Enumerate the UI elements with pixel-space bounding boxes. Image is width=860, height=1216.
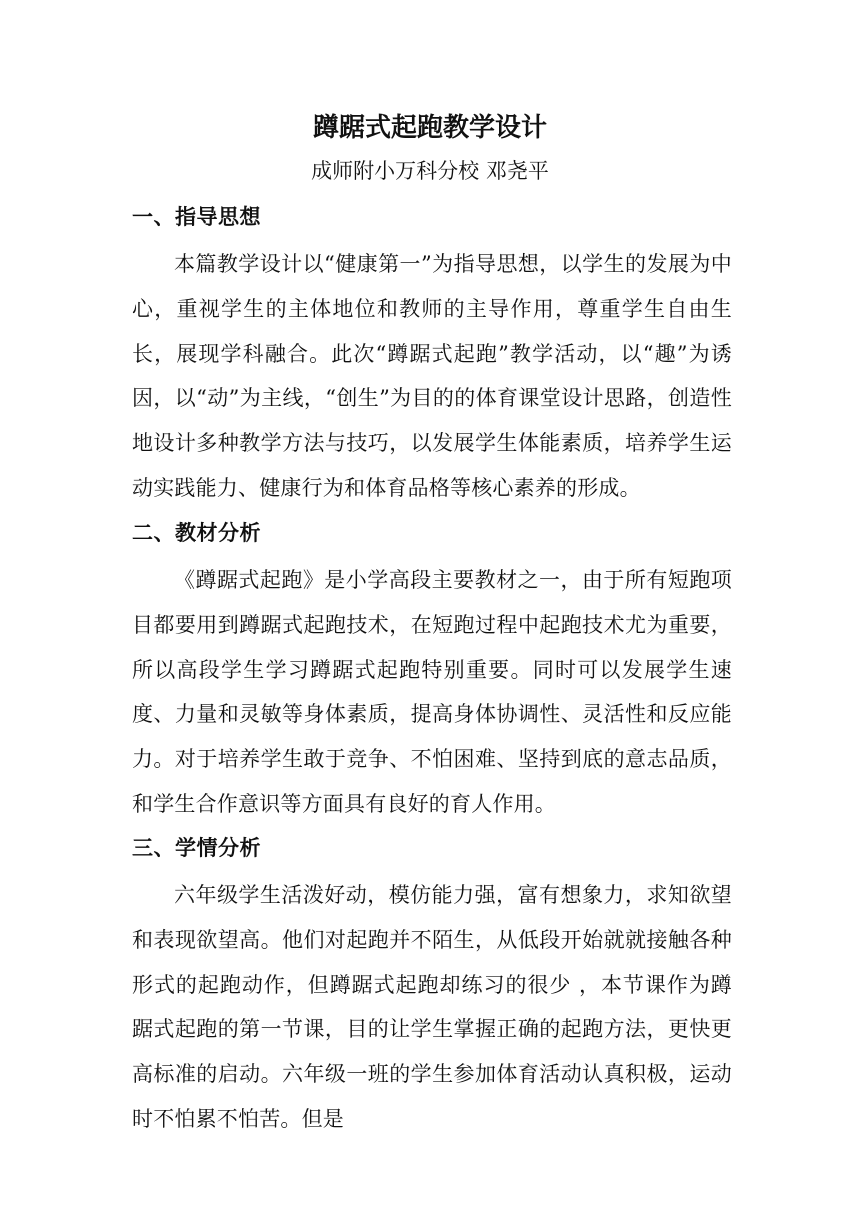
document-title: 蹲踞式起跑教学设计 xyxy=(312,113,547,143)
section-body-material-analysis: 《蹲踞式起跑》是小学高段主要教材之一，由于所有短跑项目都要用到蹲踞式起跑技术，在短跑过程中起跑技术尤为重要，所以高段学生学习蹲踞式起跑特别重要。同时可以发展学生速度、力量和灵敏等身体素质，提高身体协调性、灵活性和反应能力。对于培养学生敢于竞争、不怕困难、坚持到底的意志品质，和学生合作意识等方面具有良好的育人作用。 xyxy=(132,568,732,816)
section-body-guiding-thought: 本篇教学设计以“健康第一”为指导思想，以学生的发展为中心，重视学生的主体地位和教师的主导作用，尊重学生自由生长，展现学科融合。此次“蹲踞式起跑”教学活动，以“趣”为诱因，以“动”为主线，“创生”为目的的体育课堂设计思路，创造性地设计多种教学方法与技巧，以发展学生体能素质，培养学生运动实践能力、健康行为和体育品格等核心素养的形成。 xyxy=(132,252,732,500)
section-body-student-analysis: 六年级学生活泼好动，模仿能力强，富有想象力，求知欲望和表现欲望高。他们对起跑并不陌生，从低段开始就就接触各种形式的起跑动作，但蹲踞式起跑却练习的很少 ，本节课作为蹲踞式起跑的第一节课，目的让学生掌握正确的起跑方法，更快更高标准的启动。六年级一班的学生参加体育活动认真积极，运动时不怕累不怕苦。但是 xyxy=(132,883,732,1131)
section-heading-guiding-thought: 一、指导思想 xyxy=(132,204,261,229)
section-heading-material-analysis: 二、教材分析 xyxy=(132,520,261,545)
section-heading-student-analysis: 三、学情分析 xyxy=(132,835,261,860)
document-author: 成师附小万科分校 邓尧平 xyxy=(311,159,549,183)
